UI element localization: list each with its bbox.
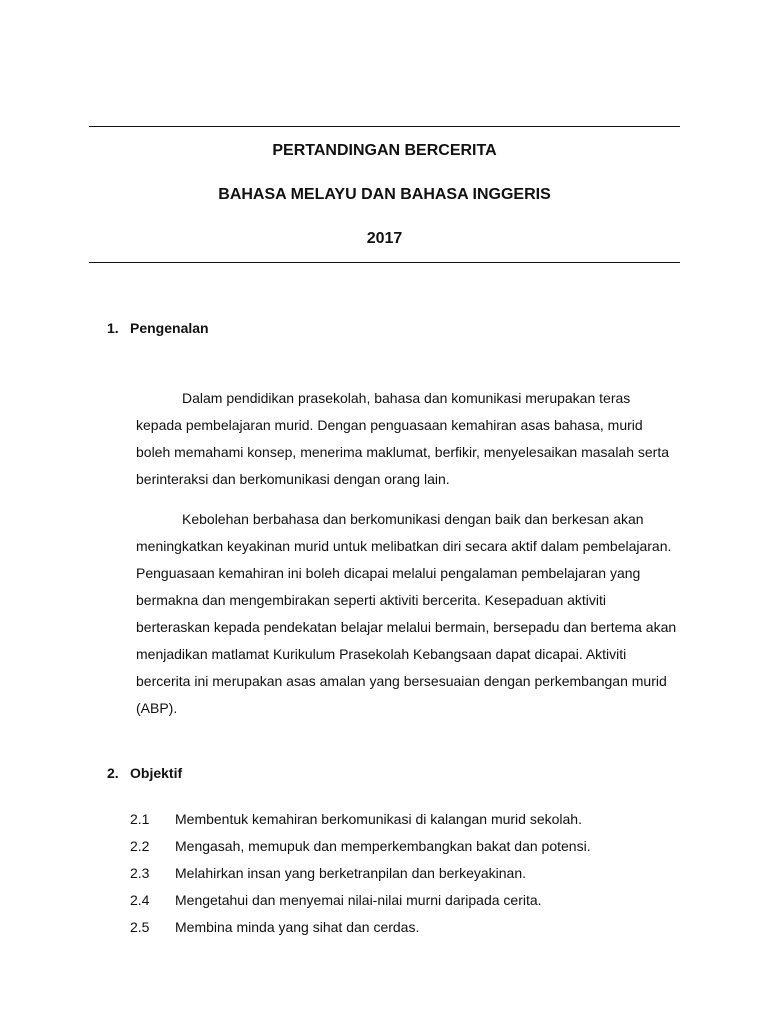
title-bottom-rule [89,262,680,263]
objective-number: 2.2 [130,838,150,854]
section-number: 2. [107,765,119,781]
section-heading-pengenalan [107,319,209,337]
objective-text: Membina minda yang sihat dan cerdas. [175,919,420,935]
objective-text: Mengetahui dan menyemai nilai-nilai murni daripada cerita. [175,892,542,908]
paragraph-intro-2: Kebolehan berbahasa dan berkomunikasi dengan baik dan berkesan akan meningkatkan keyakinan murid untuk melibatkan diri secara aktif dalam pembelajaran. Penguasaan kemahiran ini boleh dicapai melalui pengalaman pembelajaran yang bermakna dan mengembirakan seperti aktiviti bercerita. Kesepaduan aktiviti berteraskan kepada pendekatan belajar melalui bermain, bersepadu dan bertema akan menjadikan matlamat Kurikulum Prasekolah Kebangsaan dapat dicapai. Aktiviti bercerita ini merupakan asas amalan yang bersesuaian dengan perkembangan murid (ABP). [136,511,677,716]
objective-text: Melahirkan insan yang berketranpilan dan berkeyakinan. [175,865,526,881]
list-item [130,806,591,833]
list-item [130,887,591,914]
document-year: 2017 [366,230,403,247]
objective-text: Membentuk kemahiran berkomunikasi di kalangan murid sekolah. [175,811,582,827]
title-top-rule [89,126,680,127]
objective-number: 2.5 [130,919,150,935]
document-subtitle: BAHASA MELAYU DAN BAHASA INGGERIS [218,186,551,203]
list-item [130,914,591,941]
document-title: PERTANDINGAN BERCERITA [272,142,497,159]
objective-list [130,806,591,941]
list-item [130,833,591,860]
list-item [130,860,591,887]
objective-number: 2.4 [130,892,150,908]
paragraph-intro-1: Dalam pendidikan prasekolah, bahasa dan komunikasi merupakan teras kepada pembelajaran murid. Dengan penguasaan kemahiran asas bahasa, murid boleh memahami konsep, menerima maklumat, berfikir, menyelesaikan masalah serta berinteraksi dan berkomunikasi dengan orang lain. [136,390,670,487]
section-number: 1. [107,320,119,336]
section-heading-objektif [107,764,182,782]
objective-text: Mengasah, memupuk dan memperkembangkan bakat dan potensi. [175,838,591,854]
section-title: Pengenalan [130,320,209,336]
objective-number: 2.3 [130,865,150,881]
objective-number: 2.1 [130,811,150,827]
section-title: Objektif [130,765,183,781]
